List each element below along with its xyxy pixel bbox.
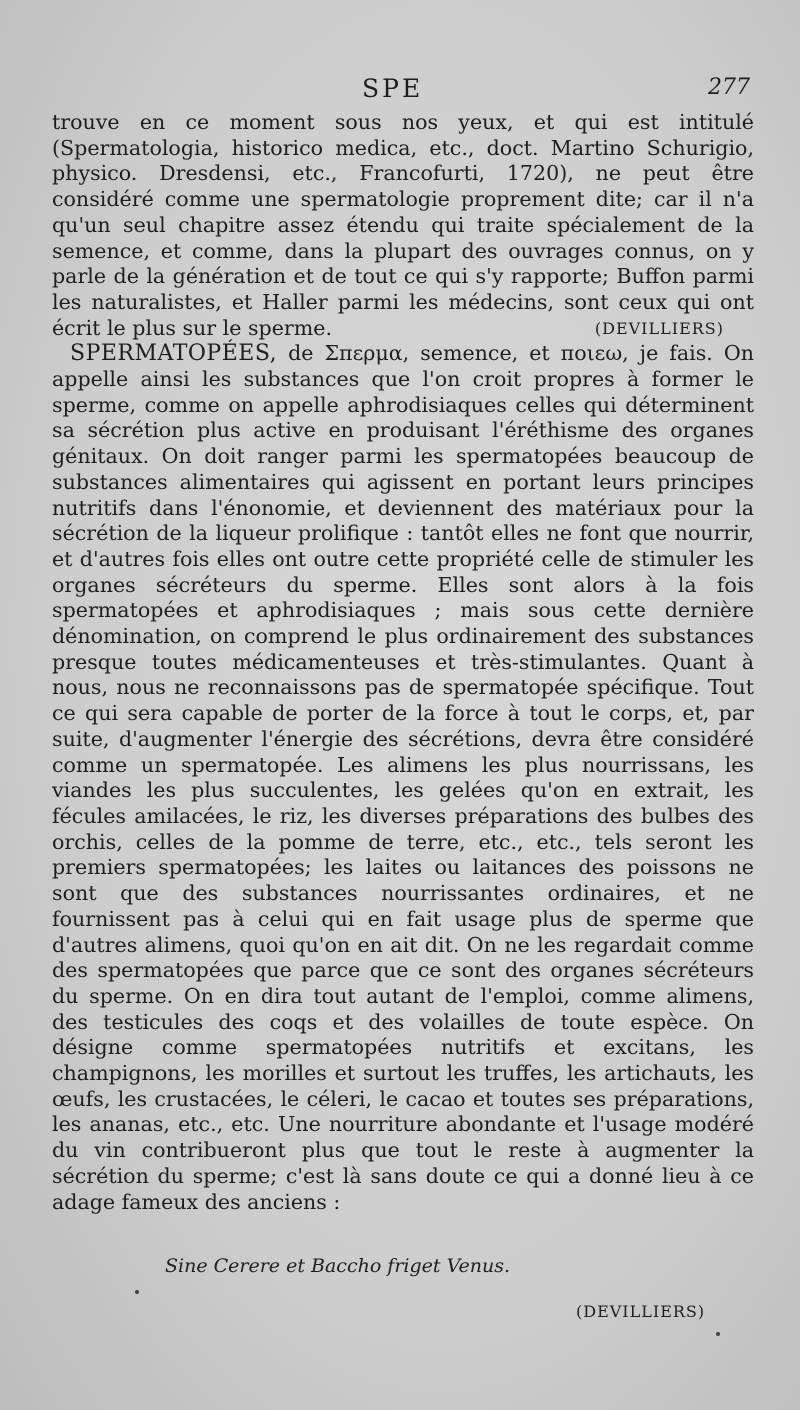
latin-quote: Sine Cerere et Baccho friget Venus. [165,1255,511,1277]
running-head: SPE [362,74,424,103]
dictionary-entry [52,341,754,1215]
signature: (DEVILLIERS) [594,318,724,338]
body-text [52,110,754,1215]
closing-signature: (DEVILLIERS) [576,1302,706,1321]
paragraph-continued [52,110,754,341]
paragraph-text: trouve en ce moment sous nos yeux, et qui est intitulé (Spermatologia, historico medica, etc., doct. Martino Schurigio, physico. Dresdensi, etc., Francofurti, 1720), ne peut être considéré comme une spermatologie proprement dite; car il n'a qu'un seul chapitre assez étendu qui traite spécialement de la semence, et comme, dans la plupart des ouvrages connus, on y parle de la génération et de tout ce qui s'y rapporte; Buffon parmi les naturalistes, et Haller parmi les médecins, sont ceux qui ont écrit le plus sur le sperme. [52,110,754,340]
page-number: 277 [708,75,750,100]
entry-headword: SPERMATOPÉES, [70,341,278,367]
page-header [0,74,800,106]
ink-speck [716,1332,720,1336]
entry-text: de Σπερμα, semence, et ποιεω, je fais. On appelle ainsi les substances que l'on croit propres à former le sperme, comme on appelle aphrodisiaques celles qui déterminent sa sécrétion plus active en produisant l'éréthisme des organes génitaux. On doit ranger parmi les spermatopées beaucoup de substances alimentaires qui agissent en portant leurs principes nutritifs dans l'énonomie, et deviennent des matériaux pour la sécrétion de la liqueur prolifique : tantôt elles ne font que nourrir, et d'autres fois elles ont outre cette propriété celle de stimuler les organes sécréteurs du sperme. Elles sont alors à la fois spermatopées et aphrodisiaques ; mais sous cette dernière dénomination, on comprend le plus ordinairement des substances presque toutes médicamenteuses et très-stimulantes. Quant à nous, nous ne reconnaissons pas de spermatopée spécifique. Tout ce qui sera capable de porter de la force à tout le corps, et, par suite, d'augmenter l'énergie des sécrétions, devra être considéré comme un spermatopée. Les alimens les plus nourrissans, les viandes les plus succulentes, les gelées qu'on en extrait, les fécules amilacées, le riz, les diverses préparations des bulbes des orchis, celles de la pomme de terre, etc., etc., tels seront les premiers spermatopées; les laites ou laitances des poissons ne sont que des substances nourrissantes ordinaires, et ne fournissent pas à celui qui en fait usage plus de sperme que d'autres alimens, quoi qu'on en ait dit. On ne les regardait comme des spermatopées que parce que ce sont des organes sécréteurs du sperme. On en dira tout autant de l'emploi, comme alimens, des testicules des coqs et des volailles de toute espèce. On désigne comme spermatopées nutritifs et excitans, les champignons, les morilles et surtout les truffes, les artichauts, les œufs, les crustacées, le céleri, le cacao et toutes ses préparations, les ananas, etc., etc. Une nourriture abondante et l'usage modéré du vin contribueront plus que tout le reste à augmenter la sécrétion du sperme; c'est là sans doute ce qui a donné lieu à ce adage fameux des anciens : [52,341,754,1214]
ink-speck [135,1290,139,1294]
